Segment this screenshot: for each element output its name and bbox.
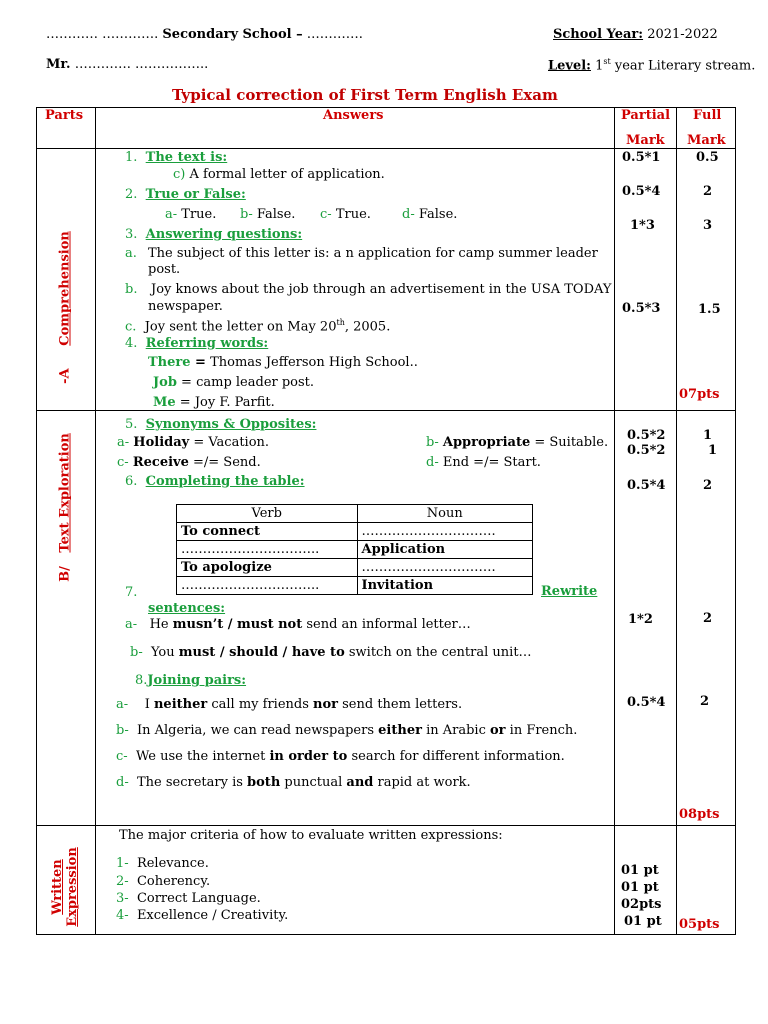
q3b-line1: Joy knows about the job through an advertisement in the USA TODAY bbox=[151, 282, 612, 297]
q7b: b- You must / should / have to switch on the central unit… bbox=[130, 645, 532, 660]
criteria-mark: 01 pt bbox=[621, 880, 659, 895]
criteria-mark: 01 pt bbox=[624, 914, 662, 929]
q2-item: b- False. bbox=[240, 207, 296, 222]
header-parts: Parts bbox=[45, 108, 84, 123]
noun-cell: Invitation bbox=[357, 577, 532, 595]
section-a-label bbox=[58, 228, 73, 388]
q3a-line2: post. bbox=[148, 262, 181, 277]
mark-full: 0.5 bbox=[696, 150, 719, 165]
section-c-title-1: Written bbox=[50, 859, 65, 915]
column-header-noun: Noun bbox=[357, 505, 532, 523]
q8-number: 8. bbox=[135, 673, 148, 688]
q3a-line1: The subject of this letter is: a n application for camp summer leader bbox=[148, 246, 598, 261]
q5b: b- Appropriate = Suitable. bbox=[426, 435, 609, 450]
q1 bbox=[125, 150, 227, 165]
mark-full: 2 bbox=[703, 478, 713, 493]
q7-heading-cont: sentences: bbox=[148, 601, 226, 616]
mark-partial: 0.5*2 bbox=[627, 428, 666, 443]
q5-number: 5. bbox=[125, 417, 138, 432]
q3-number: 3. bbox=[125, 227, 138, 242]
teacher-line bbox=[46, 57, 208, 72]
q3c-text: Joy sent the letter on May 20 bbox=[144, 319, 337, 335]
column-header-verb: Verb bbox=[177, 505, 358, 523]
q1-answer-text: A formal letter of application. bbox=[189, 167, 385, 182]
noun-cell: …………………………. bbox=[357, 523, 532, 541]
q7-number: 7. bbox=[125, 585, 138, 600]
verb-cell: To apologize bbox=[177, 559, 358, 577]
table-row bbox=[177, 559, 533, 577]
q6 bbox=[125, 474, 305, 489]
section-b-title: Text Exploration bbox=[57, 433, 73, 553]
school-name: Secondary School – bbox=[162, 27, 303, 42]
q5-heading: Synonyms & Opposites: bbox=[145, 417, 317, 432]
mark-partial: 0.5*2 bbox=[627, 443, 666, 458]
q4-item: There = Thomas Jefferson High School.. bbox=[148, 355, 418, 370]
q3b-letter: b. bbox=[125, 282, 138, 297]
mark-partial: 0.5*3 bbox=[622, 301, 661, 316]
q4-item: Me = Joy F. Parfit. bbox=[153, 395, 275, 410]
q3c-text-end: , 2005. bbox=[344, 319, 391, 335]
teacher-value: …………. …………….. bbox=[74, 57, 209, 72]
q8-heading: Joining pairs: bbox=[147, 673, 247, 688]
q2-item: c- True. bbox=[320, 207, 371, 222]
section-c-title-2: Expression bbox=[65, 847, 80, 927]
q5c: c- Receive =/= Send. bbox=[117, 455, 261, 470]
q3c bbox=[125, 318, 390, 334]
school-line bbox=[46, 27, 363, 42]
section-c-intro: The major criteria of how to evaluate written expressions: bbox=[119, 828, 503, 843]
criteria-mark: 02pts bbox=[621, 897, 662, 912]
q4-item: Job = camp leader post. bbox=[153, 375, 315, 390]
mark-partial: 0.5*4 bbox=[627, 478, 666, 493]
verb-cell: ………………………….. bbox=[177, 577, 358, 595]
school-suffix: …………. bbox=[306, 27, 363, 42]
criteria-mark: 01 pt bbox=[621, 863, 659, 878]
q3c-letter: c. bbox=[125, 319, 137, 335]
level-line bbox=[548, 57, 755, 73]
q4-number: 4. bbox=[125, 336, 138, 351]
school-year-label: School Year: bbox=[553, 27, 644, 42]
q5a: a- Holiday = Vacation. bbox=[117, 435, 270, 450]
q7-heading: Rewrite bbox=[541, 584, 598, 599]
criteria-item: 3- Correct Language. bbox=[116, 891, 261, 906]
level-value: 1 bbox=[595, 58, 604, 74]
verb-cell: ………………………….. bbox=[177, 541, 358, 559]
section-b-total: 08pts bbox=[679, 807, 720, 822]
table-row bbox=[177, 577, 533, 595]
section-a-total: 07pts bbox=[679, 387, 720, 402]
q3c-sup: th bbox=[336, 318, 345, 327]
header-full: Full bbox=[693, 108, 722, 123]
q7a: a- He musn’t / must not send an informal letter… bbox=[125, 617, 471, 632]
criteria-item: 1- Relevance. bbox=[116, 856, 209, 871]
criteria-item: 2- Coherency. bbox=[116, 874, 211, 889]
noun-cell: …………………………. bbox=[357, 559, 532, 577]
page-title: Typical correction of First Term English Exam bbox=[172, 86, 558, 104]
mark-partial: 1*3 bbox=[630, 218, 655, 233]
section-b-label bbox=[58, 423, 73, 593]
q2-heading: True or False: bbox=[145, 187, 246, 202]
q1-heading: The text is: bbox=[145, 150, 228, 165]
mark-full: 2 bbox=[700, 694, 710, 709]
table-row bbox=[177, 523, 533, 541]
q2-number: 2. bbox=[125, 187, 138, 202]
mark-partial: 0.5*4 bbox=[622, 184, 661, 199]
school-year-value: 2021-2022 bbox=[647, 27, 718, 42]
mark-partial: 0.5*1 bbox=[622, 150, 661, 165]
q1-number: 1. bbox=[125, 150, 138, 165]
mark-partial: 0.5*4 bbox=[627, 695, 666, 710]
q8-item: d- The secretary is both punctual and rapid at work. bbox=[116, 775, 471, 790]
header-answers: Answers bbox=[323, 108, 384, 123]
level-sup: st bbox=[603, 57, 611, 66]
q3a-letter: a. bbox=[125, 246, 137, 261]
section-a-prefix: -A bbox=[57, 368, 73, 384]
table-row bbox=[177, 541, 533, 559]
q1-answer-letter: c) bbox=[173, 167, 186, 182]
mark-full: 3 bbox=[703, 218, 713, 233]
q5d: d- End =/= Start. bbox=[426, 455, 541, 470]
section-a-title: Comprehension bbox=[57, 231, 73, 346]
table-header-row bbox=[177, 505, 533, 523]
q2-item: a- True. bbox=[165, 207, 217, 222]
q6-number: 6. bbox=[125, 474, 138, 489]
mark-full: 1 bbox=[708, 443, 718, 458]
section-c-label bbox=[50, 837, 80, 937]
q5 bbox=[125, 417, 316, 432]
level-text: year Literary stream. bbox=[614, 58, 756, 74]
header-full-mark: Mark bbox=[687, 133, 726, 148]
teacher-label: Mr. bbox=[46, 57, 71, 72]
noun-cell: Application bbox=[357, 541, 532, 559]
q2 bbox=[125, 187, 246, 202]
mark-full: 1 bbox=[703, 428, 713, 443]
level-label: Level: bbox=[548, 58, 591, 74]
school-prefix: ………… …………. bbox=[46, 27, 159, 42]
mark-partial: 1*2 bbox=[628, 612, 653, 627]
q3-heading: Answering questions: bbox=[145, 227, 303, 242]
q8 bbox=[135, 673, 246, 688]
q3b-line2: newspaper. bbox=[148, 299, 223, 314]
criteria-item: 4- Excellence / Creativity. bbox=[116, 908, 289, 923]
q4 bbox=[125, 336, 268, 351]
q8-item: c- We use the internet in order to search for different information. bbox=[116, 749, 565, 764]
mark-full: 2 bbox=[703, 611, 713, 626]
mark-full: 1.5 bbox=[698, 302, 721, 317]
section-b-prefix: B/ bbox=[57, 566, 73, 582]
section-c-total: 05pts bbox=[679, 917, 720, 932]
q8-item: a- I neither call my friends nor send them letters. bbox=[116, 697, 463, 712]
school-year bbox=[553, 27, 718, 42]
q1-answer bbox=[173, 167, 385, 182]
verb-cell: To connect bbox=[177, 523, 358, 541]
q8-item: b- In Algeria, we can read newspapers either in Arabic or in French. bbox=[116, 723, 578, 738]
header-partial-mark: Mark bbox=[626, 133, 665, 148]
header-partial: Partial bbox=[621, 108, 671, 123]
q2-item: d- False. bbox=[402, 207, 458, 222]
q3 bbox=[125, 227, 302, 242]
verb-noun-table bbox=[176, 504, 533, 595]
mark-full: 2 bbox=[703, 184, 713, 199]
q4-heading: Referring words: bbox=[145, 336, 269, 351]
q6-heading: Completing the table: bbox=[145, 474, 305, 489]
